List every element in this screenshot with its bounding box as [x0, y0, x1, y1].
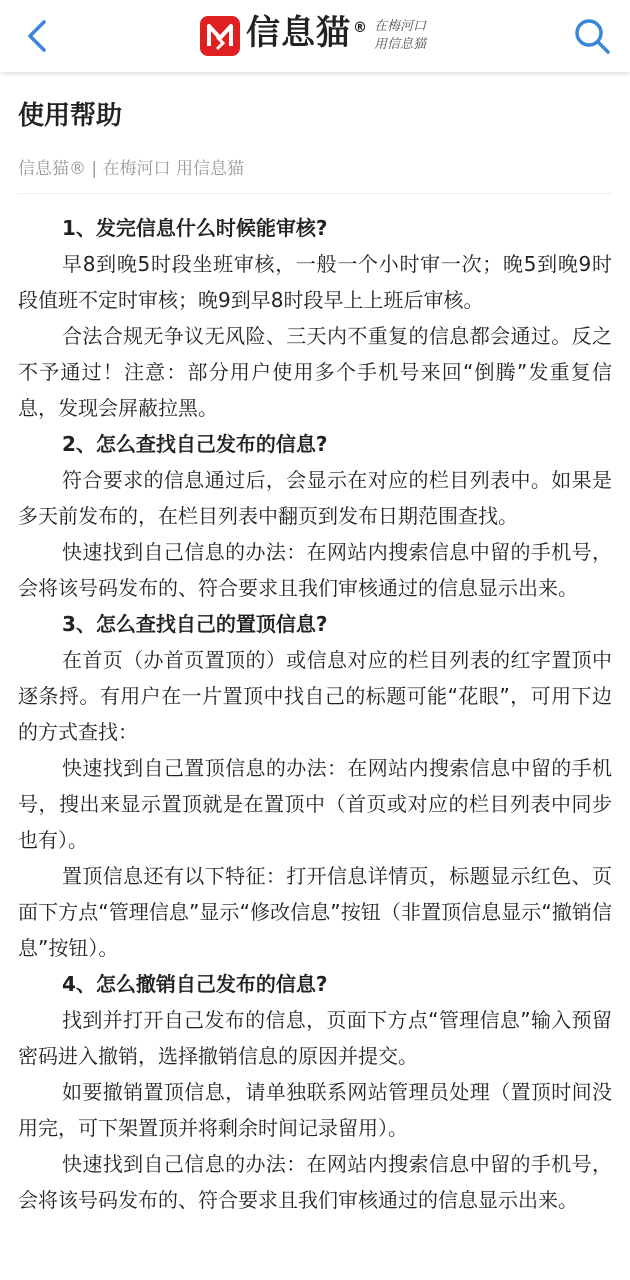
- search-icon: [570, 14, 614, 58]
- faq-answer: 快速找到自己置顶信息的办法：在网站内搜索信息中留的手机号，搜出来显示置顶就是在置顶中（首页或对应的栏目列表中同步也有）。: [18, 756, 612, 852]
- faq-answer: 如要撤销置顶信息，请单独联系网站管理员处理（置顶时间没用完，可下架置顶并将剩余时间记录留用）。: [18, 1080, 612, 1140]
- faq-question: 2、怎么查找自己发布的信息?: [62, 432, 328, 456]
- faq-question: 3、怎么查找自己的置顶信息?: [62, 612, 328, 636]
- faq-answer: 快速找到自己信息的办法：在网站内搜索信息中留的手机号，会将该号码发布的、符合要求且我们审核通过的信息显示出来。: [18, 1152, 612, 1212]
- faq-answer: 合法合规无争议无风险、三天内不重复的信息都会通过。反之不予通过！注意：部分用户使用多个手机号来回“倒腾”发重复信息，发现会屏蔽拉黑。: [18, 324, 612, 420]
- logo-slogan: [374, 18, 426, 54]
- page-subline: 信息猫® | 在梅河口 用信息猫: [18, 155, 612, 194]
- slogan-line-2: 用信息猫: [374, 37, 427, 52]
- logo-name: 信息猫 ®: [246, 12, 368, 53]
- faq-answer: 符合要求的信息通过后，会显示在对应的栏目列表中。如果是多天前发布的，在栏目列表中翻页到发布日期范围查找。: [18, 468, 612, 528]
- faq-question: 4、怎么撤销自己发布的信息?: [62, 972, 328, 996]
- faq-answer: 找到并打开自己发布的信息，页面下方点“管理信息”输入预留密码进入撤销，选择撤销信息的原因并提交。: [18, 1008, 612, 1068]
- help-content: [18, 210, 612, 1218]
- faq-answer: 在首页（办首页置顶的）或信息对应的栏目列表的红字置顶中逐条捋。有用户在一片置顶中找自己的标题可能“花眼”，可用下边的方式查找：: [18, 648, 612, 744]
- slogan-line-1: 在梅河口: [374, 19, 427, 34]
- faq-section-2: [18, 426, 612, 606]
- faq-section-1: [18, 210, 612, 426]
- faq-answer: 早8到晚5时段坐班审核，一般一个小时审一次；晚5到晚9时段值班不定时审核；晚9到早8时段早上上班后审核。: [18, 252, 612, 312]
- top-header: [0, 0, 630, 72]
- page-title: 使用帮助: [18, 101, 123, 131]
- back-button[interactable]: [18, 16, 58, 56]
- faq-question: 1、发完信息什么时候能审核?: [62, 216, 328, 240]
- search-button[interactable]: [570, 14, 614, 58]
- logo-cat-icon: [200, 16, 240, 56]
- faq-answer: 快速找到自己信息的办法：在网站内搜索信息中留的手机号，会将该号码发布的、符合要求且我们审核通过的信息显示出来。: [18, 540, 612, 600]
- faq-section-3: [18, 606, 612, 966]
- faq-answer: 置顶信息还有以下特征：打开信息详情页，标题显示红色、页面下方点“管理信息”显示“修改信息”按钮（非置顶信息显示“撤销信息”按钮）。: [18, 864, 612, 960]
- chevron-left-icon: [18, 16, 58, 56]
- faq-section-4: [18, 966, 612, 1218]
- site-logo[interactable]: [200, 14, 426, 58]
